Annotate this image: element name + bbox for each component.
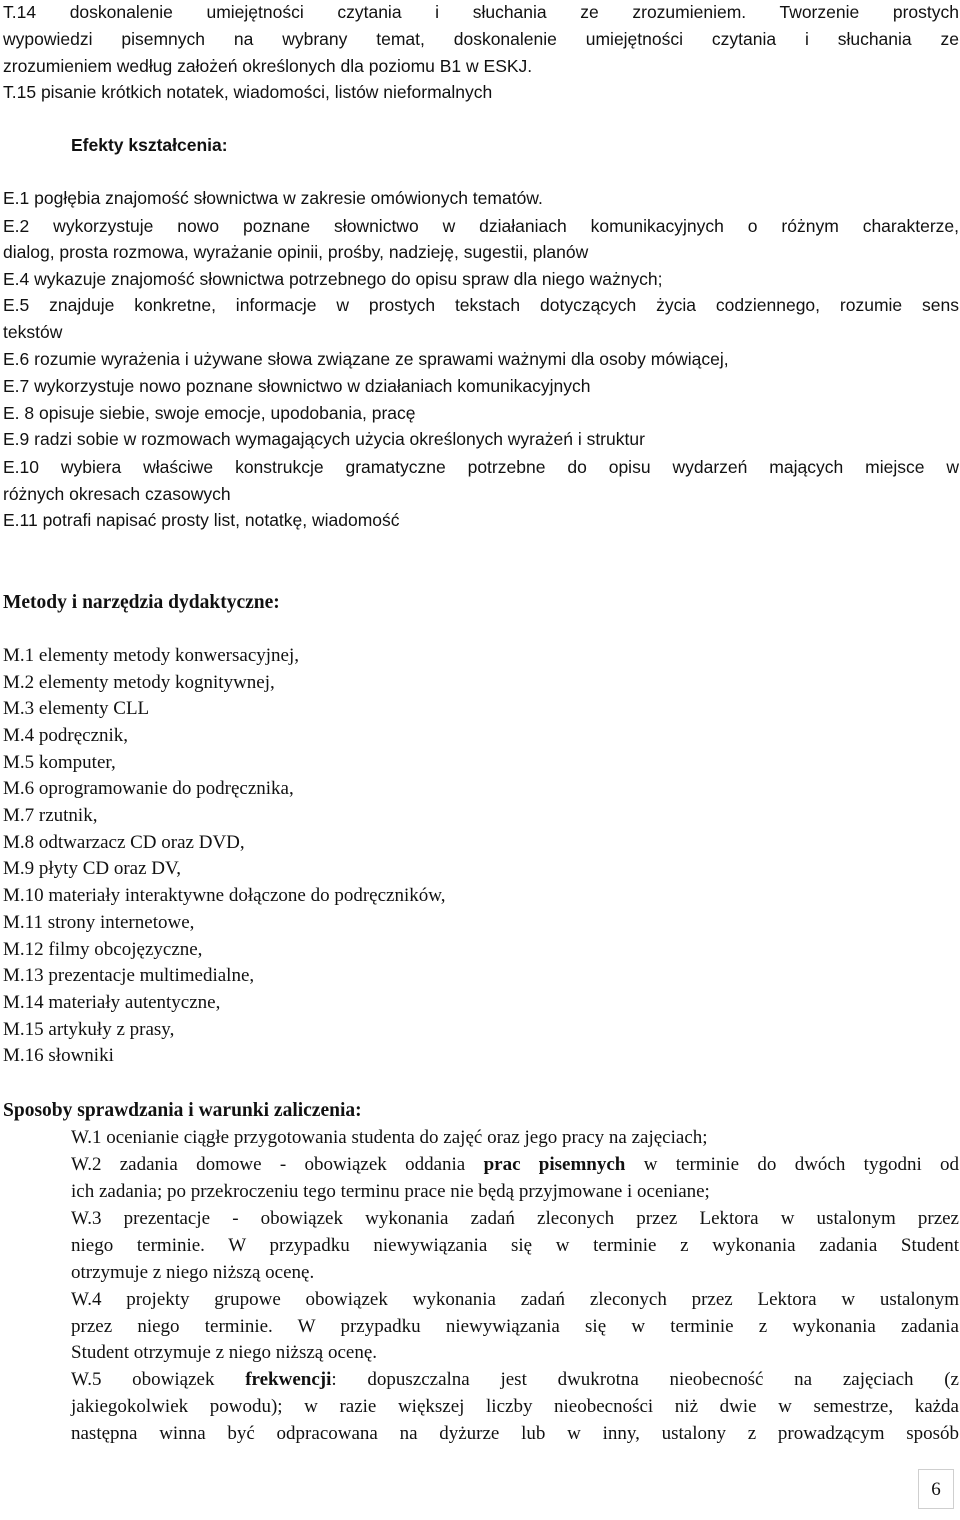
method-item: M.15 artykuły z prasy, [3, 1019, 175, 1040]
method-item: M.14 materiały autentyczne, [3, 992, 221, 1013]
topic-line: wypowiedzi pisemnych na wybrany temat, doskonalenie umiejętności czytania i słuchania ze [3, 29, 959, 49]
effect-item: tekstów [3, 322, 63, 342]
assessment-item: W.1 ocenianie ciągłe przygotowania studenta do zajęć oraz jego pracy na zajęciach; [71, 1127, 708, 1148]
assessment-text: w terminie do dwóch tygodni od [643, 1154, 960, 1175]
effects-heading: Efekty kształcenia: [71, 135, 228, 155]
method-item: M.11 strony internetowe, [3, 912, 195, 933]
assessment-item: następna winna być odpracowana na dyżurze lub w inny, ustalony z prowadzącym sposób [71, 1423, 959, 1444]
page-number: 6 [918, 1469, 954, 1509]
effect-item: E.1 pogłębia znajomość słownictwa w zakresie omówionych tematów. [3, 188, 543, 208]
assessment-item: jakiegokolwiek powodu); w razie większej liczby nieobecności niż dwie w semestrze, każda [71, 1396, 959, 1417]
assessment-bold-text: prac pisemnych [483, 1154, 626, 1175]
topic-line: zrozumieniem według założeń określonych dla poziomu B1 w ESKJ. [3, 56, 533, 76]
assessment-item [71, 1154, 959, 1176]
assessment-bold-text: frekwencji [245, 1369, 332, 1390]
effect-item: różnych okresach czasowych [3, 484, 231, 504]
method-item: M.1 elementy metody konwersacyjnej, [3, 645, 300, 666]
method-item: M.9 płyty CD oraz DV, [3, 858, 182, 879]
method-item: M.12 filmy obcojęzyczne, [3, 939, 203, 960]
effect-item: E.7 wykorzystuje nowo poznane słownictwo w działaniach komunikacyjnych [3, 376, 591, 396]
method-item: M.5 komputer, [3, 752, 116, 773]
assessment-heading: Sposoby sprawdzania i warunki zaliczenia: [3, 1100, 362, 1121]
topic-line: T.15 pisanie krótkich notatek, wiadomości, listów nieformalnych [3, 82, 493, 102]
assessment-item: W.4 projekty grupowe obowiązek wykonania zadań zleconych przez Lektora w ustalonym [71, 1289, 959, 1310]
effect-item: E. 8 opisuje siebie, swoje emocje, upodobania, pracę [3, 403, 416, 423]
effect-item: E.4 wykazuje znajomość słownictwa potrzebnego do opisu spraw dla niego ważnych; [3, 269, 663, 289]
effect-item: E.10 wybiera właściwe konstrukcje gramatyczne potrzebne do opisu wydarzeń mających miejsce w [3, 457, 959, 477]
effect-item: E.9 radzi sobie w rozmowach wymagających użycia określonych wyrażeń i struktur [3, 429, 645, 449]
assessment-item: przez niego terminie. W przypadku niewywiązania się w terminie z wykonania zadania [71, 1316, 959, 1337]
assessment-text: W.2 zadania domowe - obowiązek oddania [71, 1154, 466, 1175]
assessment-text: W.5 obowiązek [71, 1369, 215, 1390]
effect-item: E.11 potrafi napisać prosty list, notatkę, wiadomość [3, 510, 400, 530]
assessment-item: Student otrzymuje z niego niższą ocenę. [71, 1342, 378, 1363]
assessment-item [71, 1369, 959, 1391]
assessment-item: W.3 prezentacje - obowiązek wykonania zadań zleconych przez Lektora w ustalonym przez [71, 1208, 959, 1229]
method-item: M.3 elementy CLL [3, 698, 150, 719]
method-item: M.7 rzutnik, [3, 805, 98, 826]
assessment-item: otrzymuje z niego niższą ocenę. [71, 1262, 315, 1283]
effect-item: E.2 wykorzystuje nowo poznane słownictwo w działaniach komunikacyjnych o różnym charakterze, [3, 216, 959, 236]
method-item: M.2 elementy metody kognitywnej, [3, 672, 275, 693]
assessment-item: niego terminie. W przypadku niewywiązania się w terminie z wykonania zadania Student [71, 1235, 959, 1256]
method-item: M.8 odtwarzacz CD oraz DVD, [3, 832, 245, 853]
method-item: M.6 oprogramowanie do podręcznika, [3, 778, 294, 799]
methods-heading: Metody i narzędzia dydaktyczne: [3, 592, 280, 613]
assessment-text: : dopuszczalna jest dwukrotna nieobecność na zajęciach (z [331, 1369, 959, 1390]
method-item: M.4 podręcznik, [3, 725, 129, 746]
method-item: M.10 materiały interaktywne dołączone do podręczników, [3, 885, 446, 906]
topic-line: T.14 doskonalenie umiejętności czytania i słuchania ze zrozumieniem. Tworzenie prostych [3, 2, 959, 22]
assessment-item: ich zadania; po przekroczeniu tego terminu prace nie będą przyjmowane i oceniane; [71, 1181, 710, 1202]
effect-item: E.5 znajduje konkretne, informacje w prostych tekstach dotyczących życia codziennego, rozumie sens [3, 295, 959, 315]
method-item: M.13 prezentacje multimedialne, [3, 965, 255, 986]
method-item: M.16 słowniki [3, 1045, 114, 1066]
effect-item: dialog, prosta rozmowa, wyrażanie opinii, prośby, nadzieję, sugestii, planów [3, 242, 589, 262]
effect-item: E.6 rozumie wyrażenia i używane słowa związane ze sprawami ważnymi dla osoby mówiącej, [3, 349, 729, 369]
